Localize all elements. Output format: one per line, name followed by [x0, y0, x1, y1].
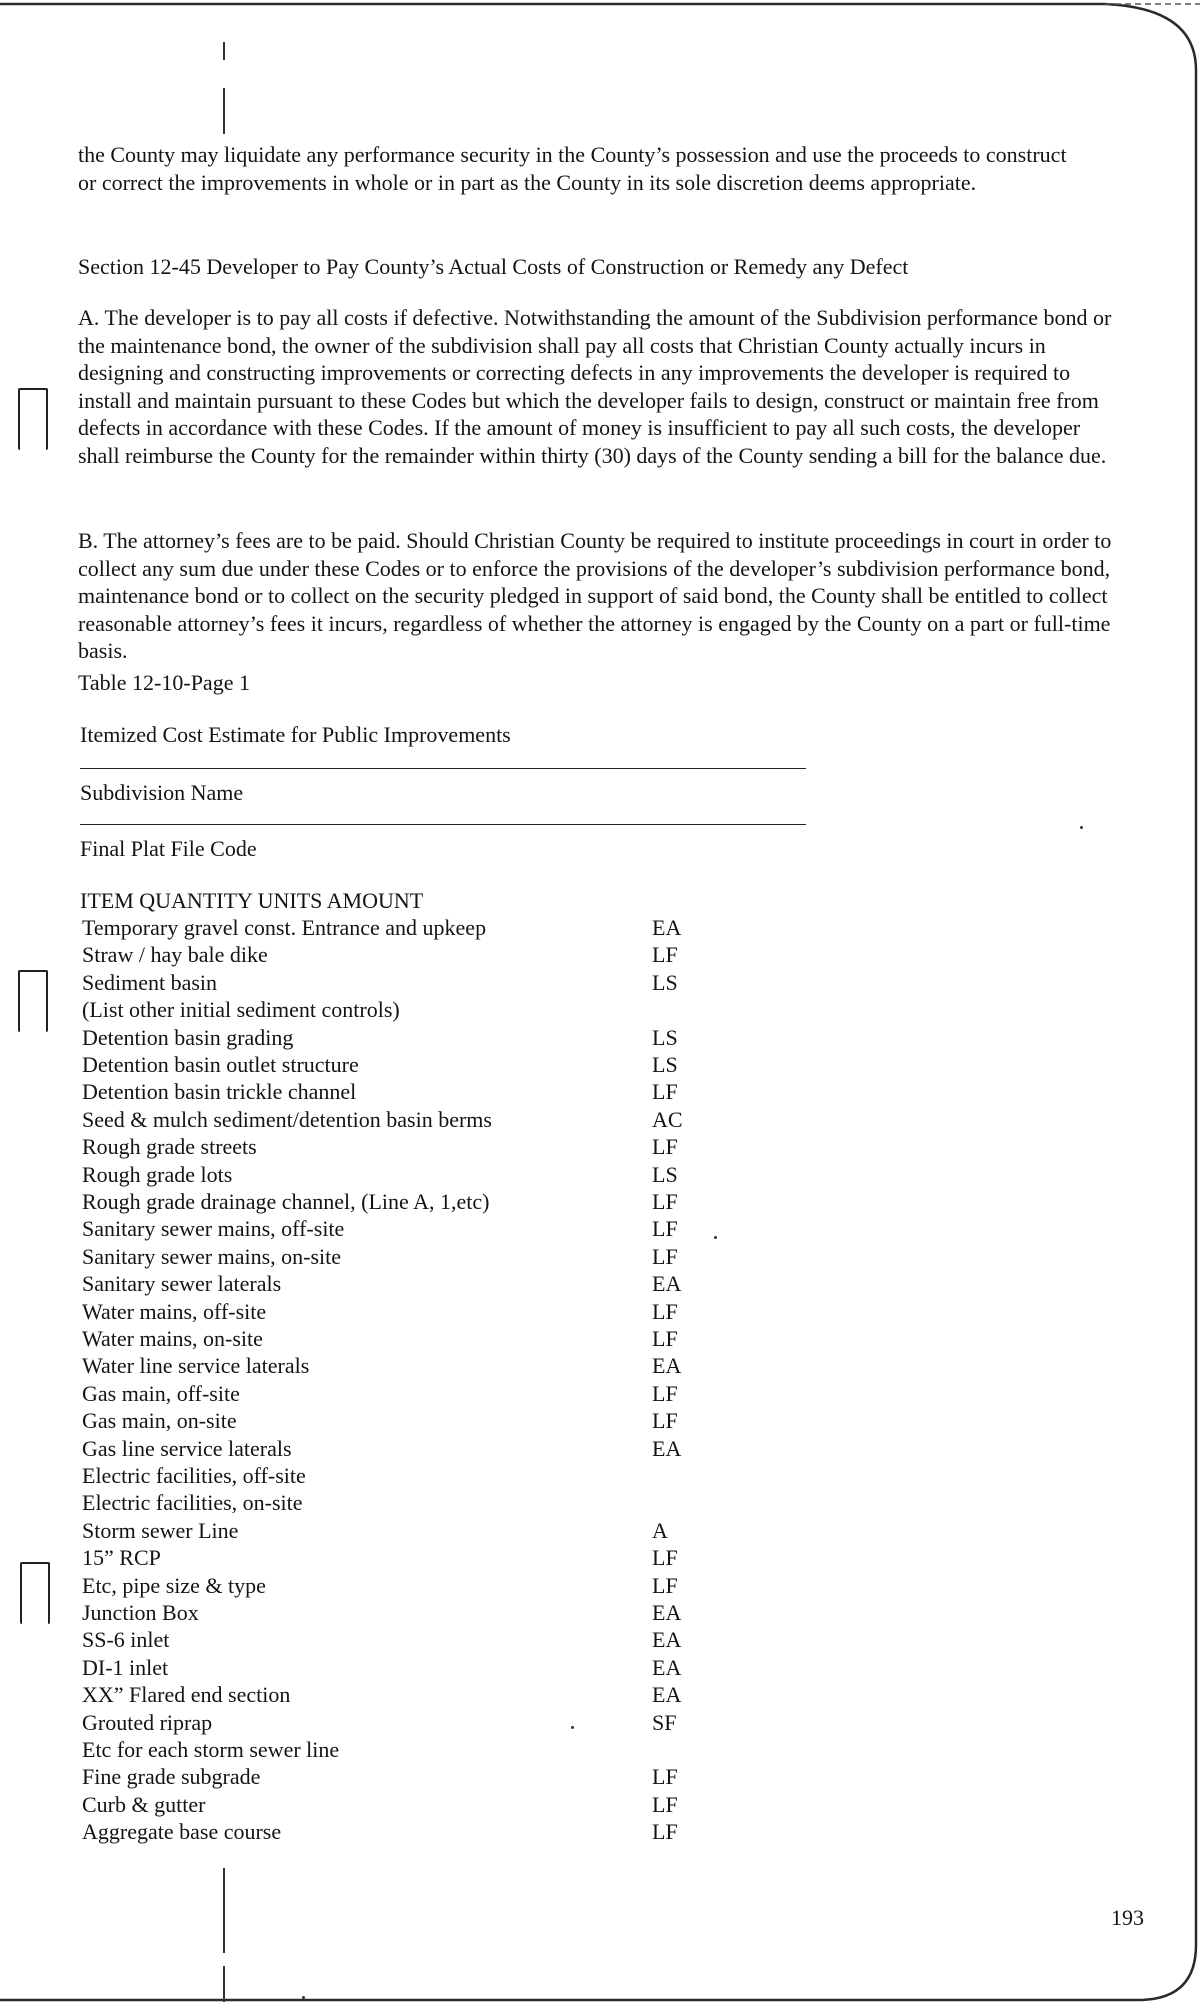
item-name: Water line service laterals	[82, 1353, 310, 1379]
table-row	[82, 1791, 702, 1818]
table-row	[82, 1161, 702, 1188]
item-unit: LF	[652, 1189, 678, 1214]
table-row	[82, 1051, 702, 1078]
table-row	[82, 1024, 702, 1051]
item-unit: LF	[652, 1819, 678, 1845]
item-name: Etc for each storm sewer line	[82, 1737, 340, 1762]
subdivision-name-label: Subdivision Name	[80, 780, 244, 805]
binder-hole-bracket	[18, 388, 48, 450]
scan-speck	[714, 1236, 717, 1239]
table-row	[82, 996, 702, 1023]
item-name: Rough grade streets	[82, 1134, 257, 1160]
table-row	[82, 1626, 702, 1653]
table-row	[82, 1352, 702, 1379]
item-unit: EA	[652, 1682, 682, 1708]
item-unit: EA	[652, 1654, 682, 1680]
item-unit: LF	[652, 1545, 678, 1571]
item-name: Rough grade lots	[82, 1161, 233, 1187]
item-unit: LF	[652, 1380, 678, 1406]
table-row	[82, 1709, 702, 1736]
item-name: DI-1 inlet	[82, 1654, 169, 1680]
item-name: Sanitary sewer laterals	[82, 1271, 282, 1297]
item-unit: LF	[652, 1791, 678, 1817]
table-row	[82, 1489, 702, 1516]
item-name: (List other initial sediment controls)	[82, 997, 400, 1023]
item-name: SS-6 inlet	[82, 1627, 170, 1653]
table-row	[82, 1818, 702, 1845]
item-name: Electric facilities, on-site	[82, 1490, 303, 1516]
item-name: Junction Box	[82, 1600, 199, 1625]
binder-mark-bottom	[223, 1966, 225, 2002]
table-row	[82, 1435, 702, 1462]
item-name: Sanitary sewer mains, off-site	[82, 1216, 345, 1242]
item-name: Aggregate base course	[82, 1819, 282, 1845]
paragraph-a: A. The developer is to pay all costs if defective. Notwithstanding the amount of the Subdivision performance bond or the maintenance bond, the owner of the subdivision shall pay all costs that Christian County actually incurs in designing and constructing improvements or correcting defects in any improvements the developer is required to install and maintain pursuant to these Codes but which the developer fails to design, construct or maintain free from defects in accordance with these Codes. If the amount of money is insufficient to pay all such costs, the developer shall reimburse the County for the remainder within thirty (30) days of the County sending a bill for the balance due.	[78, 305, 1112, 468]
item-name: Straw / hay bale dike	[82, 942, 268, 968]
item-name: Grouted riprap	[82, 1709, 213, 1735]
item-name: Rough grade drainage channel, (Line A, 1,etc)	[82, 1189, 490, 1214]
table-row	[82, 1325, 702, 1352]
item-unit: AC	[652, 1106, 683, 1132]
binder-mark-top	[223, 88, 225, 134]
table-row	[82, 1763, 702, 1790]
plat-code-label: Final Plat File Code	[80, 836, 257, 861]
plat-code-line	[80, 824, 806, 825]
table-row	[82, 969, 702, 996]
table-row	[82, 914, 702, 941]
subdivision-name-line	[80, 768, 806, 769]
binder-mark-bottom	[223, 1868, 225, 1953]
binder-mark-top	[223, 42, 225, 60]
table-title: Itemized Cost Estimate for Public Improvements	[80, 722, 511, 747]
item-name: Detention basin outlet structure	[82, 1052, 359, 1077]
item-unit: LF	[652, 1408, 678, 1434]
scan-speck	[302, 1996, 305, 1999]
table-row	[82, 1078, 702, 1105]
item-name: Seed & mulch sediment/detention basin berms	[82, 1106, 492, 1132]
item-name: Storm sewer Line	[82, 1517, 239, 1543]
table-row	[82, 1462, 702, 1489]
table-reference: Table 12-10-Page 1	[78, 670, 250, 695]
paragraph-b: B. The attorney’s fees are to be paid. Should Christian County be required to institute proceedings in court in order to collect any sum due under these Codes or to enforce the provisions of the developer’s subdivision performance bond, maintenance bond or to collect on the security pledged in support of said bond, the County shall be entitled to collect reasonable attorney’s fees it incurs, regardless of whether the attorney is engaged by the County on a part or full-time basis.	[78, 528, 1112, 663]
item-name: Temporary gravel const. Entrance and upkeep	[82, 915, 487, 940]
table-row	[82, 1407, 702, 1434]
item-name: Detention basin grading	[82, 1024, 294, 1050]
item-name: Etc, pipe size & type	[82, 1572, 266, 1598]
item-unit: EA	[652, 1627, 682, 1653]
binder-hole-bracket	[20, 1562, 50, 1624]
item-unit: LF	[652, 1298, 678, 1324]
item-name: 15” RCP	[82, 1545, 161, 1571]
table-row	[82, 1736, 702, 1763]
item-name: XX” Flared end section	[82, 1682, 291, 1708]
item-unit: LF	[652, 1326, 678, 1351]
table-row	[82, 1681, 702, 1708]
table-row	[82, 1599, 702, 1626]
binder-hole-bracket	[18, 970, 48, 1032]
scan-speck	[1080, 826, 1083, 829]
item-name: Sanitary sewer mains, on-site	[82, 1243, 342, 1269]
item-unit: LS	[652, 1052, 678, 1077]
item-name: Electric facilities, off-site	[82, 1463, 306, 1488]
item-unit: SF	[652, 1709, 677, 1735]
table-row	[82, 1133, 702, 1160]
item-name: Gas main, off-site	[82, 1380, 240, 1406]
item-unit: EA	[652, 1271, 682, 1297]
page-number: 193	[1111, 1905, 1144, 1930]
item-unit: LF	[652, 1079, 678, 1105]
table-row	[82, 1188, 702, 1215]
item-unit: LF	[652, 1572, 678, 1598]
item-unit: LS	[652, 1161, 678, 1187]
items-header: ITEM QUANTITY UNITS AMOUNT	[80, 888, 424, 913]
table-row	[82, 1517, 702, 1544]
item-unit: LF	[652, 1764, 678, 1790]
item-unit: LF	[652, 1134, 678, 1160]
item-unit: LS	[652, 1024, 678, 1050]
item-name: Water mains, off-site	[82, 1298, 267, 1324]
item-name: Fine grade subgrade	[82, 1764, 261, 1790]
item-unit: LS	[652, 969, 678, 995]
item-unit: LF	[652, 942, 678, 968]
table-row	[82, 941, 702, 968]
item-unit: EA	[652, 915, 682, 940]
item-unit: EA	[652, 1435, 682, 1461]
table-row	[82, 1572, 702, 1599]
section-heading: Section 12-45 Developer to Pay County’s Actual Costs of Construction or Remedy any Defect	[78, 254, 909, 279]
table-row	[82, 1654, 702, 1681]
table-row	[82, 1215, 702, 1242]
item-unit: EA	[652, 1353, 682, 1379]
table-row	[82, 1544, 702, 1571]
item-name: Water mains, on-site	[82, 1326, 263, 1351]
item-name: Curb & gutter	[82, 1791, 206, 1817]
item-name: Detention basin trickle channel	[82, 1079, 357, 1105]
table-row	[82, 1270, 702, 1297]
item-name: Gas line service laterals	[82, 1435, 292, 1461]
table-row	[82, 1106, 702, 1133]
table-row	[82, 1380, 702, 1407]
table-row	[82, 1298, 702, 1325]
table-row	[82, 1243, 702, 1270]
item-name: Gas main, on-site	[82, 1408, 237, 1434]
intro-paragraph: the County may liquidate any performance security in the County’s possession and use the proceeds to construct or correct the improvements in whole or in part as the County in its sole discretion deems appropriate.	[78, 142, 1067, 195]
item-unit: LF	[652, 1243, 678, 1269]
item-unit: A	[652, 1517, 668, 1543]
item-unit: LF	[652, 1216, 678, 1242]
item-unit: EA	[652, 1600, 682, 1625]
item-name: Sediment basin	[82, 969, 218, 995]
